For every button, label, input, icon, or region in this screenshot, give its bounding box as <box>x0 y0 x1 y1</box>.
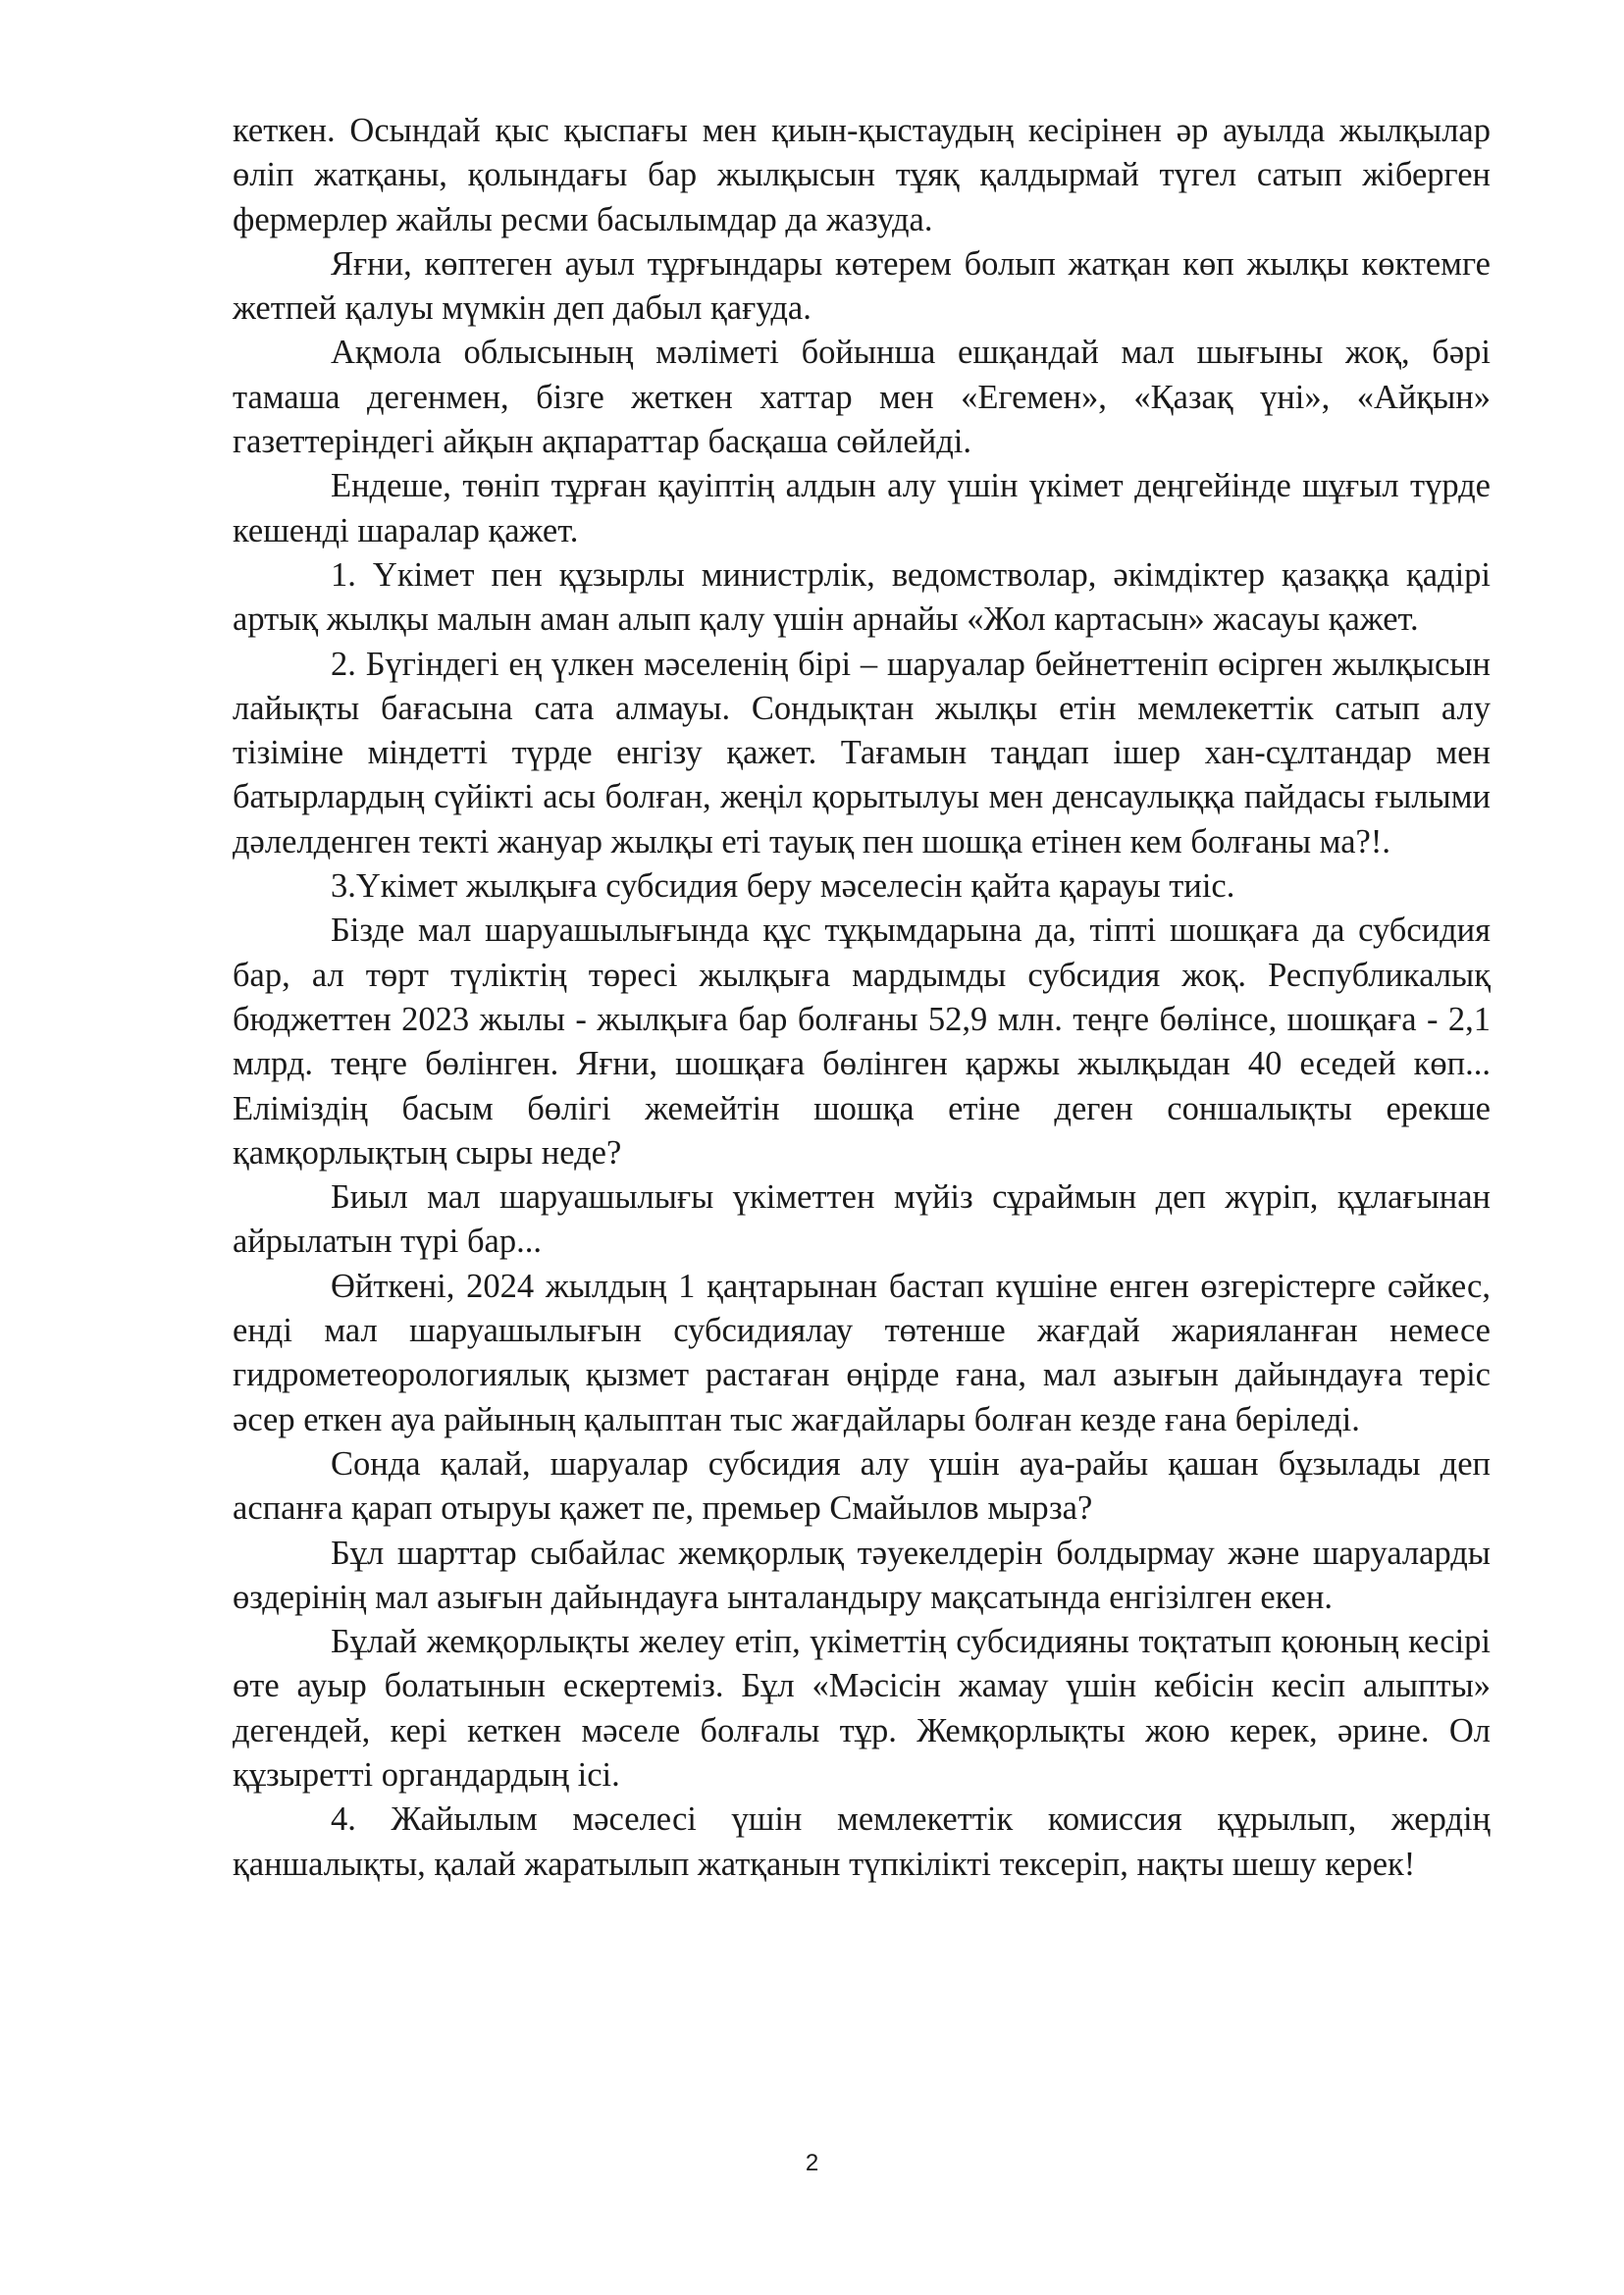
paragraph: Ендеше, төніп тұрған қауіптің алдын алу үшін үкімет деңгейінде шұғыл түрде кешенді шаралар қажет. <box>233 467 1491 549</box>
paragraph: Биыл мал шаруашылығы үкіметтен мүйіз сұраймын деп жүріп, құлағынан айрылатын түрі бар... <box>233 1178 1491 1261</box>
paragraph: Бұл шарттар сыбайлас жемқорлық тәуекелдерін болдырмау және шаруаларды өздерінің мал азығын дайындауға ынталандыру мақсатында енгізілген екен. <box>233 1534 1491 1616</box>
paragraph: Бұлай жемқорлықты желеу етіп, үкіметтің субсидияны тоқтатып қоюның кесірі өте ауыр болатынын ескертеміз. Бұл «Мәсісін жамау үшін кебісін кесіп алыпты» дегендей, кері кеткен мәселе болғалы тұр. Жемқорлықты жою керек, әрине. Ол құзыретті органдардың ісі. <box>233 1623 1491 1794</box>
paragraph: Ақмола облысының мәліметі бойынша ешқандай мал шығыны жоқ, бәрі тамаша дегенмен, бізге жеткен хаттар мен «Егемен», «Қазақ үні», «Айқын» газеттеріндегі айқын ақпараттар басқаша сөйлейді. <box>233 334 1491 461</box>
page-number: 2 <box>805 2150 819 2176</box>
paragraph: Яғни, көптеген ауыл тұрғындары көтерем болып жатқан көп жылқы көктемге жетпей қалуы мүмкін деп дабыл қағуда. <box>233 244 1491 328</box>
list-item-1: 1. Үкімет пен құзырлы министрлік, ведомстволар, әкімдіктер қазаққа қадірі артық жылқы малын аман алып қалу үшін арнайы «Жол картасын» жасауы қажет. <box>233 555 1491 639</box>
paragraph: Бізде мал шаруашылығында құс тұқымдарына да, тіпті шошқаға да субсидия бар, ал төрт түліктің төресі жылқыға мардымды субсидия жоқ. Республикалық бюджеттен 2023 жылы - жылқыға бар болғаны 52,9 млн. теңге бөлінсе, шошқаға - 2,1 млрд. теңге бөлінген. Яғни, шошқаға бөлінген қаржы жылқыдан 40 еседей көп... Еліміздің басым бөлігі жемейтін шошқа етіне деген соншалықты ерекше қамқорлықтың сыры неде? <box>233 912 1491 1172</box>
paragraph: Сонда қалай, шаруалар субсидия алу үшін ауа-райы қашан бұзылады деп аспанға қарап отыруы қажет пе, премьер Смайылов мырза? <box>233 1444 1491 1528</box>
list-item-3: 3.Үкімет жылқыға субсидия беру мәселесін қайта қарауы тиіс. <box>331 867 1235 906</box>
paragraph: Өйткені, 2024 жылдың 1 қаңтарынан бастап күшіне енген өзгерістерге сәйкес, енді мал шаруашылығын субсидиялау төтенше жағдай жарияланған немесе гидрометеорологиялық қызмет растаған өңірде ғана, мал азығын дайындауға теріс әсер еткен ауа райының қалыптан тыс жағдайлары болған кезде ғана беріледі. <box>233 1267 1491 1438</box>
list-item-4: 4. Жайылым мәселесі үшін мемлекеттік комиссия құрылып, жердің қаншалықты, қалай жаратылып жатқанын түпкілікті тексеріп, нақты шешу керек! <box>233 1800 1491 1883</box>
paragraph-continuation: кеткен. Осындай қыс қыспағы мен қиын-қыстаудың кесірінен әр ауылда жылқылар өліп жатқаны, қолындағы бар жылқысын тұяқ қалдырмай түгел сатып жіберген фермерлер жайлы ресми басылымдар да жазуда. <box>233 112 1491 238</box>
document-body <box>233 109 1491 1887</box>
list-item-2: 2. Бүгіндегі ең үлкен мәселенің бірі – шаруалар бейнеттеніп өсірген жылқысын лайықты бағасына сата алмауы. Сондықтан жылқы етін мемлекеттік сатып алу тізіміне міндетті түрде енгізу қажет. Тағамын таңдап ішер хан-сұлтандар мен батырлардың сүйікті асы болған, жеңіл қорытылуы мен денсаулыққа пайдасы ғылыми дәлелденген текті жануар жылқы еті тауық пен шошқа етінен кем болғаны ма?!. <box>233 645 1491 861</box>
